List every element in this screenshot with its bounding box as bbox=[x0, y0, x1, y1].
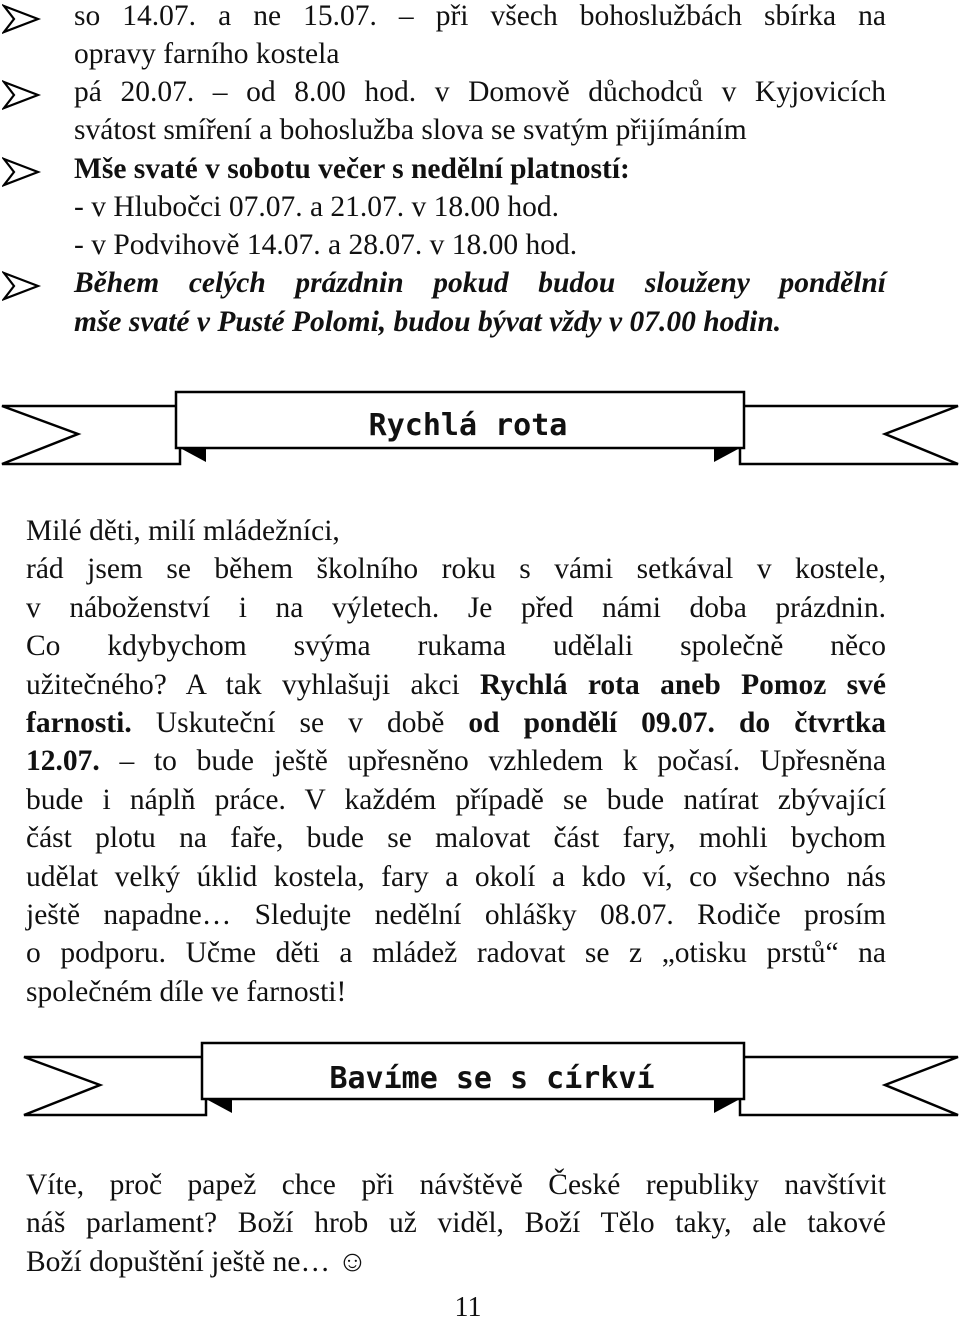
date-range-bold: od pondělí 09.07. do čtvrtka bbox=[468, 706, 886, 739]
paragraph-line: bude i náplň práce. V každém případě se bude natírat zbývající bbox=[26, 783, 886, 816]
bullet-4-line-1: Během celých prázdnin pokud budou slouženy pondělní bbox=[74, 267, 886, 299]
paragraph-line: ještě napadne… Sledujte nedělní ohlášky 08.07. Rodiče prosím bbox=[26, 898, 886, 931]
paragraph-line: v náboženství i na výletech. Je před námi doba prázdnin. bbox=[26, 591, 886, 624]
action-name-bold: farnosti. bbox=[26, 706, 132, 739]
paragraph-line: část plotu na faře, bude se malovat část fary, mohli bychom bbox=[26, 822, 886, 855]
paragraph-line: Milé děti, milí mládežníci, bbox=[26, 515, 340, 547]
bavime-se-paragraph bbox=[26, 1166, 886, 1281]
bullet-3-heading: Mše svaté v sobotu večer s nedělní platností: bbox=[74, 153, 630, 185]
bullet-2-line-2: svátost smíření a bohoslužba slova se svatým přijímáním bbox=[74, 114, 747, 146]
arrow-bullet-icon bbox=[2, 271, 42, 301]
page-number: 11 bbox=[454, 1292, 482, 1323]
paragraph-line: společném díle ve farnosti! bbox=[26, 975, 347, 1008]
bullet-1-line-1: so 14.07. a ne 15.07. – při všech bohoslužbách sbírka na bbox=[74, 0, 886, 32]
section-title-bavime-se: Bavíme se s církví bbox=[329, 1061, 655, 1096]
paragraph-line: rád jsem se během školního roku s vámi setkával v kostele, bbox=[26, 553, 886, 586]
paragraph-text: – to bude ještě upřesněno vzhledem k počasí. Upřesněna bbox=[99, 745, 886, 778]
paragraph-line: Víte, proč papež chce při návštěvě České republiky navštívit bbox=[26, 1169, 886, 1201]
arrow-bullet-icon bbox=[2, 157, 42, 187]
bullet-1-line-2: opravy farního kostela bbox=[74, 38, 340, 70]
paragraph-text: užitečného? A tak vyhlašuji akci bbox=[26, 668, 481, 701]
paragraph-line: náš parlament? Boží hrob už viděl, Boží Tělo taky, ale takové bbox=[26, 1207, 886, 1240]
bullet-4-line-2: mše svaté v Pusté Polomi, budou bývat vždy v 07.00 hodin. bbox=[74, 306, 782, 338]
rychla-rota-paragraph bbox=[26, 512, 886, 1011]
arrow-bullet-icon bbox=[2, 4, 42, 34]
bullet-2-line-1: pá 20.07. – od 8.00 hod. v Domově důchodců v Kyjovicích bbox=[74, 76, 886, 108]
paragraph-line bbox=[26, 666, 886, 704]
arrow-bullet-icon bbox=[2, 80, 42, 110]
paragraph-line bbox=[26, 742, 886, 780]
section-title-rychla-rota: Rychlá rota bbox=[368, 408, 568, 443]
paragraph-line bbox=[26, 704, 886, 742]
action-name-bold: Rychlá rota aneb Pomoz své bbox=[480, 668, 886, 701]
bullet-3-line-2: - v Hlubočci 07.07. a 21.07. v 18.00 hod. bbox=[74, 191, 560, 223]
paragraph-line: udělat velký úklid kostela, fary a okolí a kdo ví, co všechno nás bbox=[26, 860, 886, 893]
paragraph-line: o podporu. Učme děti a mládež radovat se z „otisku prstů“ na bbox=[26, 937, 886, 970]
bullet-3-line-3: - v Podvihově 14.07. a 28.07. v 18.00 hod. bbox=[74, 229, 578, 261]
paragraph-line: Boží dopuštění ještě ne… ☺ bbox=[26, 1245, 368, 1278]
date-range-bold: 12.07. bbox=[26, 745, 100, 778]
paragraph-line: Co kdybychom svýma rukama udělali společně něco bbox=[26, 630, 886, 663]
paragraph-text: Uskuteční se v době bbox=[131, 706, 469, 739]
